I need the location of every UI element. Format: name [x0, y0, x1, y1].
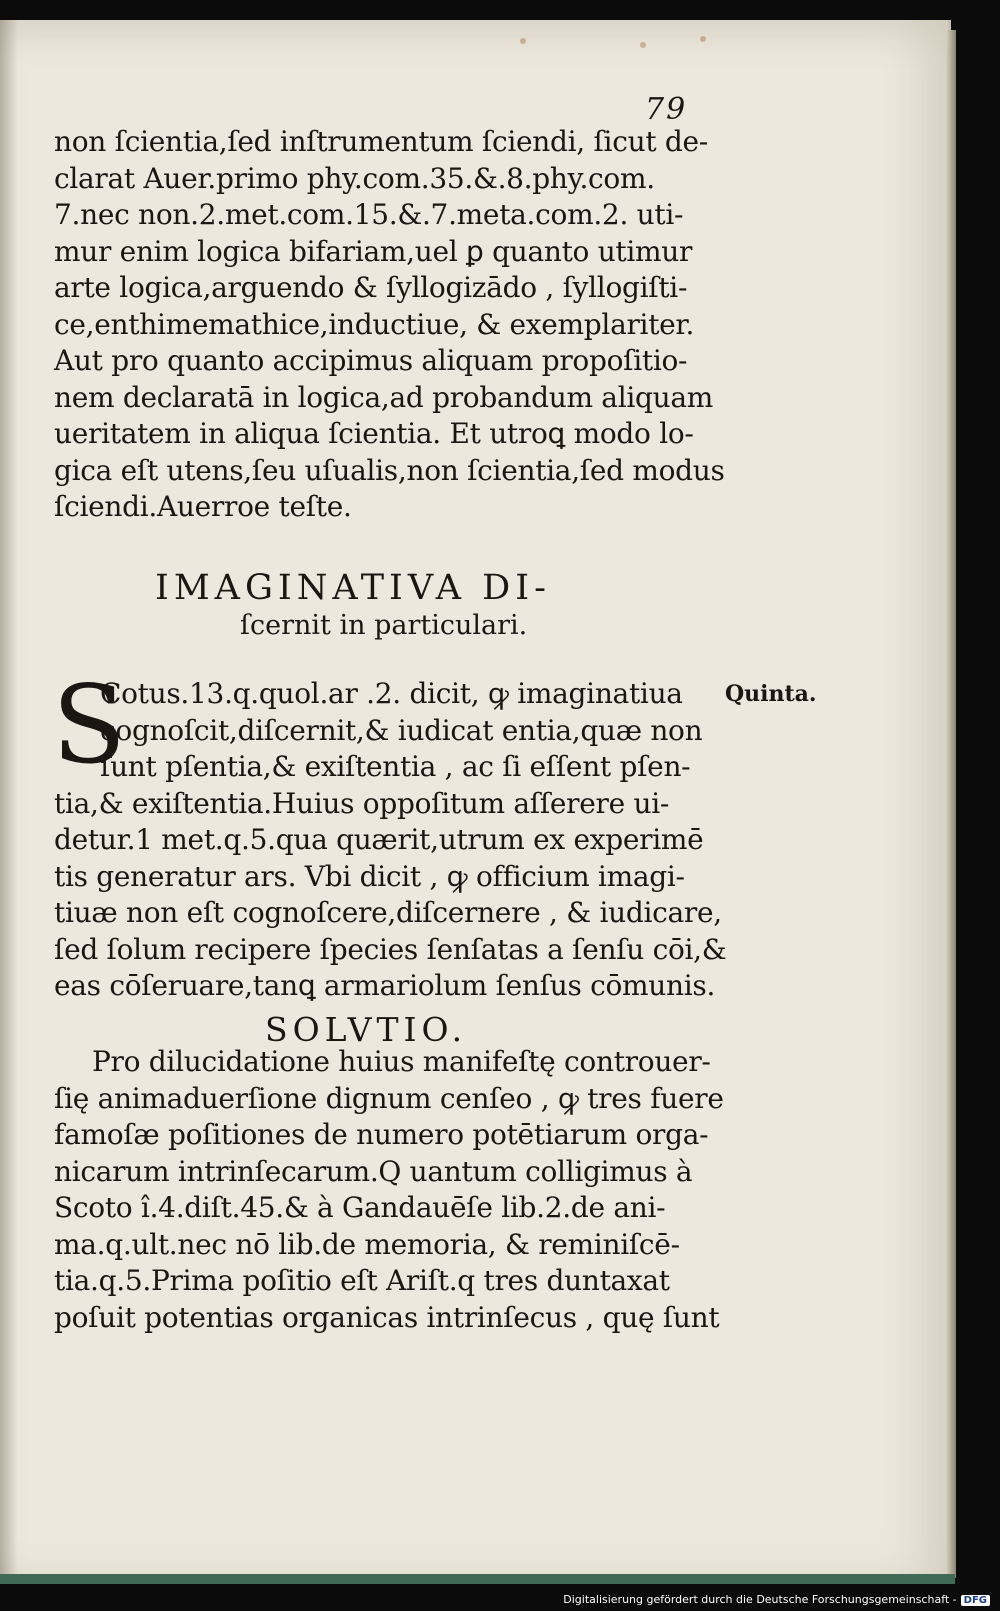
text-line: ce,enthimemathice,inductiue, & exemplariter. [54, 307, 695, 341]
text-line: ſed ſolum recipere ſpecies ſenſatas a ſenſu cōi,& [54, 932, 727, 966]
drop-cap: S [52, 663, 126, 788]
page-number: 79 [645, 92, 688, 127]
text-line: Cotus.13.q.quol.ar .2. dicit, ꝙ imaginatiua [100, 677, 683, 710]
text-line: arte logica,arguendo & ſyllogizādo , ſyllogiſti- [54, 271, 688, 304]
text-line: clarat Auer.primo phy.com.35.&.8.phy.com. [54, 161, 655, 195]
text-line: non ſcientia,ſed inſtrumentum ſciendi, ſicut de- [54, 125, 708, 158]
text-line: eas cōſeruare,tanꝗ armariolum ſenſus cōmunis. [54, 969, 716, 1002]
text-line: ſunt pſentia,& exiſtentia , ac ſi eſſent pſen- [100, 750, 691, 783]
text-line: Aut pro quanto accipimus aliquam propoſitio- [54, 344, 688, 377]
page-gutter-shadow [0, 20, 18, 1580]
margin-note: Quinta. [725, 681, 817, 707]
paragraph-block-1 [54, 124, 734, 526]
paper-stain [640, 42, 646, 48]
text-line: nem declaratā in logica,ad probandum aliquam [54, 380, 714, 414]
paragraph-block-3 [54, 1044, 754, 1336]
text-line: ſię animaduerſione dignum cenſeo , ꝙ tres fuere [54, 1081, 724, 1115]
text-line: Scoto î.4.diſt.45.& à Gandauēſe lib.2.de ani- [54, 1191, 666, 1224]
binding-strip [0, 1574, 955, 1584]
text-line: 7.nec non.2.met.com.15.&.7.meta.com.2. uti- [54, 198, 684, 231]
solution-heading: SOLVTIO. [265, 1010, 468, 1049]
text-line: mur enim logica bifariam,uel ꝑ quanto utimur [54, 234, 693, 268]
text-line: ueritatem in aliqua ſcientia. Et utroꝗ modo lo- [54, 417, 694, 450]
paper-stain [700, 36, 706, 42]
text-line: ſciendi.Auerroe teſte. [54, 490, 352, 523]
text-line: ma.q.ult.nec nō lib.de memoria, & reminiſcē- [54, 1227, 680, 1261]
paragraph-block-2 [52, 663, 754, 1005]
section-heading-continuation: ſcernit in particulari. [240, 610, 528, 641]
dfg-logo: DFG [961, 1595, 990, 1606]
text-line: tis generatur ars. Vbi dicit , ꝙ officium imagi- [54, 859, 685, 893]
digitization-credit [563, 1593, 990, 1606]
credit-text: Digitalisierung gefördert durch die Deutsche Forschungsgemeinschaft - [563, 1593, 957, 1606]
text-line: cognoſcit,diſcernit,& iudicat entia,quæ non [100, 713, 703, 747]
text-line: famoſæ poſitiones de numero potētiarum orga- [54, 1118, 709, 1151]
text-line: nicarum intrinſecarum.Q uantum colligimus à [54, 1154, 693, 1188]
text-line: detur.1 met.q.5.qua quærit,utrum ex experimē [54, 823, 704, 856]
paper-stain [520, 38, 526, 44]
text-line: tia,& exiſtentia.Huius oppoſitum aſſerere ui- [54, 786, 670, 820]
section-heading: IMAGINATIVA DI- [155, 568, 551, 608]
page-edge [946, 30, 956, 1578]
text-line: tiuæ non eſt cognoſcere,diſcernere , & iudicare, [54, 896, 722, 929]
text-line: gica eſt utens,ſeu uſualis,non ſcientia,ſed modus [54, 453, 725, 487]
text-line: Pro dilucidatione huius manifeſtę controuer- [92, 1045, 711, 1078]
text-line: poſuit potentias organicas intrinſecus , quę ſunt [54, 1300, 720, 1334]
text-line: tia.q.5.Prima poſitio eſt Ariſt.q tres duntaxat [54, 1264, 670, 1297]
